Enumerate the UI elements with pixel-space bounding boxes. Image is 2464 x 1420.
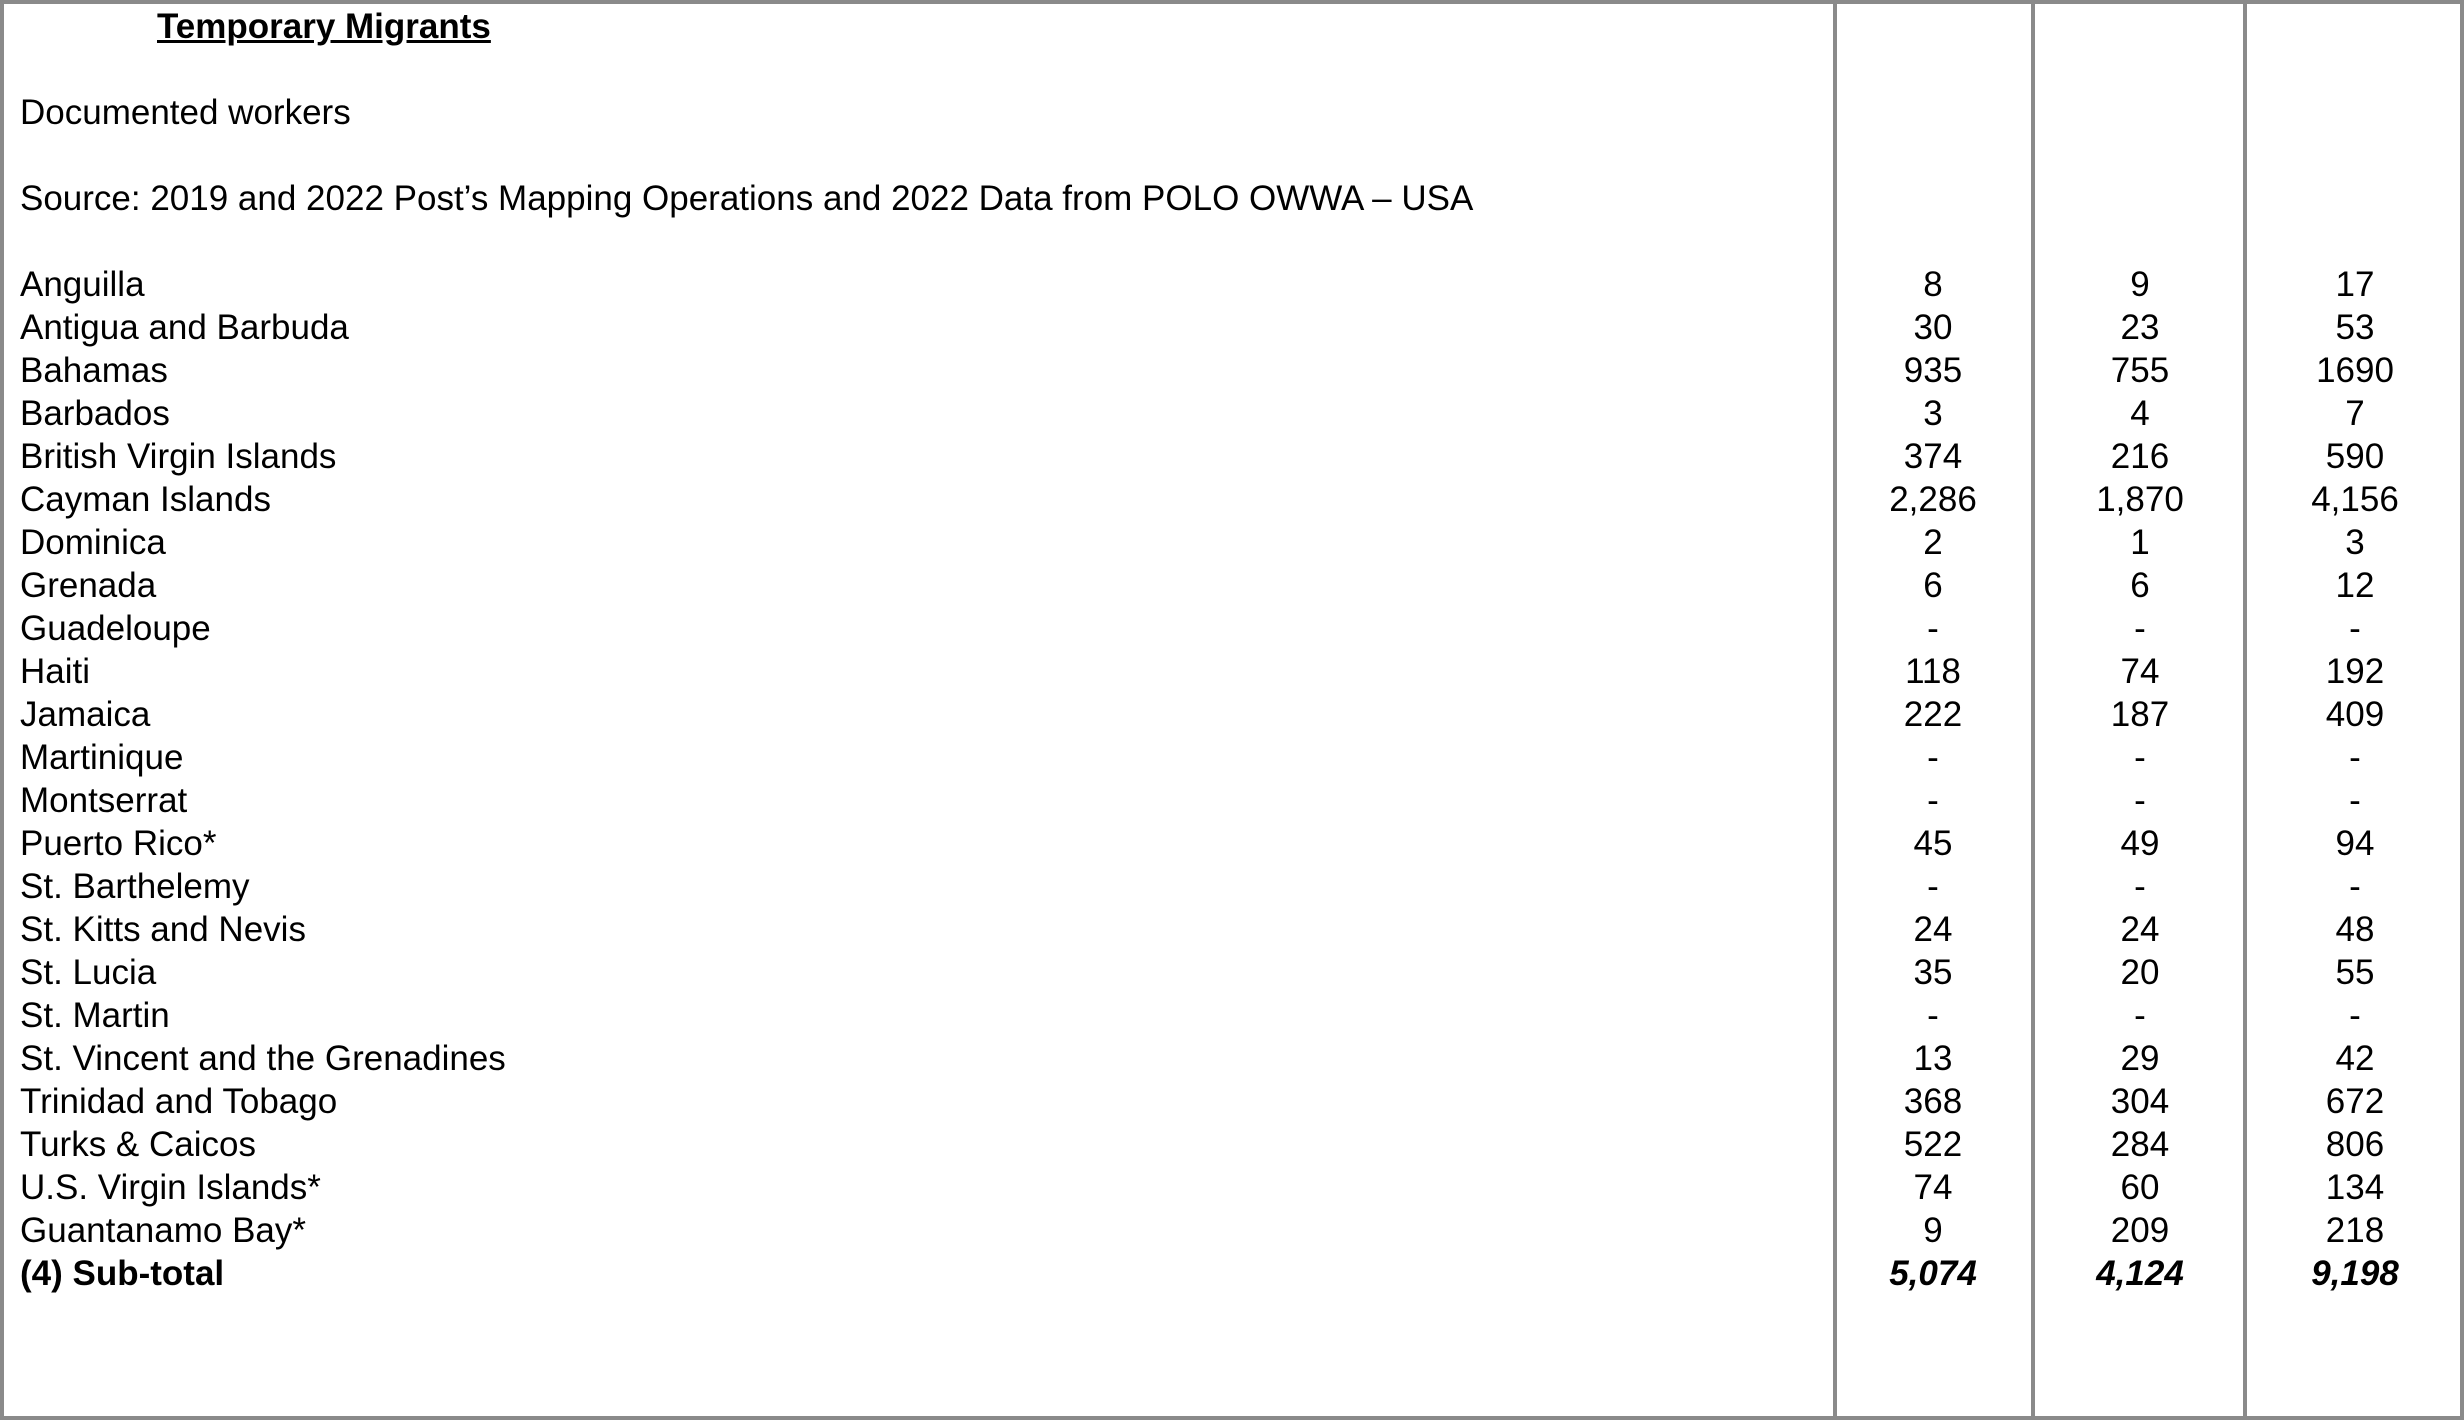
table-row xyxy=(0,263,2464,306)
country-name: British Virgin Islands xyxy=(20,437,337,476)
table-row xyxy=(0,779,2464,822)
table-row xyxy=(0,994,2464,1037)
table-row xyxy=(0,822,2464,865)
country-name: St. Martin xyxy=(20,996,170,1035)
value-c1: 74 xyxy=(1913,1168,1953,1207)
subtotal-row xyxy=(0,1252,2464,1295)
value-c2: 1,870 xyxy=(2096,480,2184,519)
value-c3: - xyxy=(2349,738,2361,777)
country-name: Anguilla xyxy=(20,265,145,304)
country-name: Guantanamo Bay* xyxy=(20,1211,307,1250)
value-c3: 94 xyxy=(2335,824,2375,863)
table-row xyxy=(0,607,2464,650)
country-name: Puerto Rico* xyxy=(20,824,217,863)
value-c3: 1690 xyxy=(2316,351,2394,390)
value-c1: 30 xyxy=(1913,308,1953,347)
table-row xyxy=(0,1209,2464,1252)
country-name: Grenada xyxy=(20,566,157,605)
value-c1: 522 xyxy=(1903,1125,1963,1164)
value-c2: 23 xyxy=(2120,308,2160,347)
country-name: Martinique xyxy=(20,738,184,777)
value-c3: 409 xyxy=(2325,695,2385,734)
value-c2: - xyxy=(2134,996,2146,1035)
value-c1: - xyxy=(1927,867,1939,906)
value-c1: - xyxy=(1927,996,1939,1035)
country-name: Antigua and Barbuda xyxy=(20,308,349,347)
value-c3: 4,156 xyxy=(2311,480,2399,519)
value-c2: 4,124 xyxy=(2096,1254,2184,1293)
table-row xyxy=(0,865,2464,908)
subtotal-label: (4) Sub-total xyxy=(20,1254,225,1293)
value-c2: 284 xyxy=(2110,1125,2170,1164)
value-c2: 29 xyxy=(2120,1039,2160,1078)
value-c3: 806 xyxy=(2325,1125,2385,1164)
value-c3: 9,198 xyxy=(2311,1254,2399,1293)
value-c2: 755 xyxy=(2110,351,2170,390)
value-c2: 24 xyxy=(2120,910,2160,949)
table-row xyxy=(0,1080,2464,1123)
country-name: Dominica xyxy=(20,523,166,562)
value-c3: - xyxy=(2349,996,2361,1035)
country-name: Bahamas xyxy=(20,351,168,390)
country-name: Montserrat xyxy=(20,781,188,820)
value-c1: 35 xyxy=(1913,953,1953,992)
country-name: Trinidad and Tobago xyxy=(20,1082,338,1121)
value-c1: 13 xyxy=(1913,1039,1953,1078)
value-c2: 49 xyxy=(2120,824,2160,863)
table-row xyxy=(0,564,2464,607)
country-name: Turks & Caicos xyxy=(20,1125,256,1164)
table-row xyxy=(0,349,2464,392)
country-name: Jamaica xyxy=(20,695,151,734)
value-c3: 672 xyxy=(2325,1082,2385,1121)
value-c2: 9 xyxy=(2130,265,2150,304)
table-row xyxy=(0,306,2464,349)
value-c1: 374 xyxy=(1903,437,1963,476)
country-name: St. Lucia xyxy=(20,953,157,992)
value-c3: 12 xyxy=(2335,566,2375,605)
value-c2: - xyxy=(2134,609,2146,648)
table-row xyxy=(0,1037,2464,1080)
value-c1: 3 xyxy=(1923,394,1943,433)
value-c1: 45 xyxy=(1913,824,1953,863)
value-c3: - xyxy=(2349,609,2361,648)
table-row xyxy=(0,951,2464,994)
subtitle: Documented workers xyxy=(20,93,351,132)
table-row xyxy=(0,392,2464,435)
country-name: Guadeloupe xyxy=(20,609,211,648)
value-c1: 5,074 xyxy=(1889,1254,1977,1293)
value-c2: 60 xyxy=(2120,1168,2160,1207)
value-c3: 3 xyxy=(2345,523,2365,562)
value-c2: 304 xyxy=(2110,1082,2170,1121)
value-c1: 118 xyxy=(1905,652,1961,691)
value-c2: 4 xyxy=(2130,394,2150,433)
country-name: St. Barthelemy xyxy=(20,867,250,906)
value-c1: 2,286 xyxy=(1889,480,1977,519)
value-c3: 17 xyxy=(2335,265,2375,304)
table-row xyxy=(0,521,2464,564)
value-c3: 590 xyxy=(2325,437,2385,476)
table-row xyxy=(0,736,2464,779)
country-list xyxy=(0,263,2464,1295)
country-name: St. Kitts and Nevis xyxy=(20,910,306,949)
value-c2: 216 xyxy=(2110,437,2170,476)
value-c3: 42 xyxy=(2335,1039,2375,1078)
value-c2: - xyxy=(2134,867,2146,906)
value-c1: - xyxy=(1927,781,1939,820)
value-c2: 6 xyxy=(2130,566,2150,605)
value-c2: - xyxy=(2134,781,2146,820)
value-c2: 1 xyxy=(2130,523,2150,562)
value-c2: 187 xyxy=(2110,695,2170,734)
table-row xyxy=(0,435,2464,478)
source-note: Source: 2019 and 2022 Post’s Mapping Operations and 2022 Data from POLO OWWA – USA xyxy=(20,179,1474,218)
table-row xyxy=(0,693,2464,736)
country-name: Barbados xyxy=(20,394,170,433)
country-name: Cayman Islands xyxy=(20,480,271,519)
value-c3: - xyxy=(2349,781,2361,820)
value-c1: 2 xyxy=(1923,523,1943,562)
value-c3: - xyxy=(2349,867,2361,906)
value-c1: 935 xyxy=(1903,351,1963,390)
value-c1: 9 xyxy=(1923,1211,1943,1250)
value-c3: 55 xyxy=(2335,953,2375,992)
country-name: St. Vincent and the Grenadines xyxy=(20,1039,506,1078)
value-c1: 6 xyxy=(1923,566,1943,605)
value-c3: 192 xyxy=(2325,652,2385,691)
value-c3: 53 xyxy=(2335,308,2375,347)
value-c1: 368 xyxy=(1903,1082,1963,1121)
table-row xyxy=(0,1166,2464,1209)
country-name: Haiti xyxy=(20,652,91,691)
country-name: U.S. Virgin Islands* xyxy=(20,1168,321,1207)
table-row xyxy=(0,478,2464,521)
value-c1: 8 xyxy=(1923,265,1943,304)
value-c2: 209 xyxy=(2110,1211,2170,1250)
value-c3: 134 xyxy=(2325,1168,2385,1207)
table-row xyxy=(0,650,2464,693)
value-c3: 7 xyxy=(2345,394,2365,433)
table-row xyxy=(0,1123,2464,1166)
value-c1: - xyxy=(1927,609,1939,648)
value-c3: 218 xyxy=(2325,1211,2385,1250)
value-c2: 20 xyxy=(2120,953,2160,992)
value-c3: 48 xyxy=(2335,910,2375,949)
value-c1: 222 xyxy=(1903,695,1963,734)
section-title: Temporary Migrants xyxy=(157,7,491,46)
value-c2: 74 xyxy=(2120,652,2160,691)
value-c1: 24 xyxy=(1913,910,1953,949)
value-c2: - xyxy=(2134,738,2146,777)
table-row xyxy=(0,908,2464,951)
value-c1: - xyxy=(1927,738,1939,777)
